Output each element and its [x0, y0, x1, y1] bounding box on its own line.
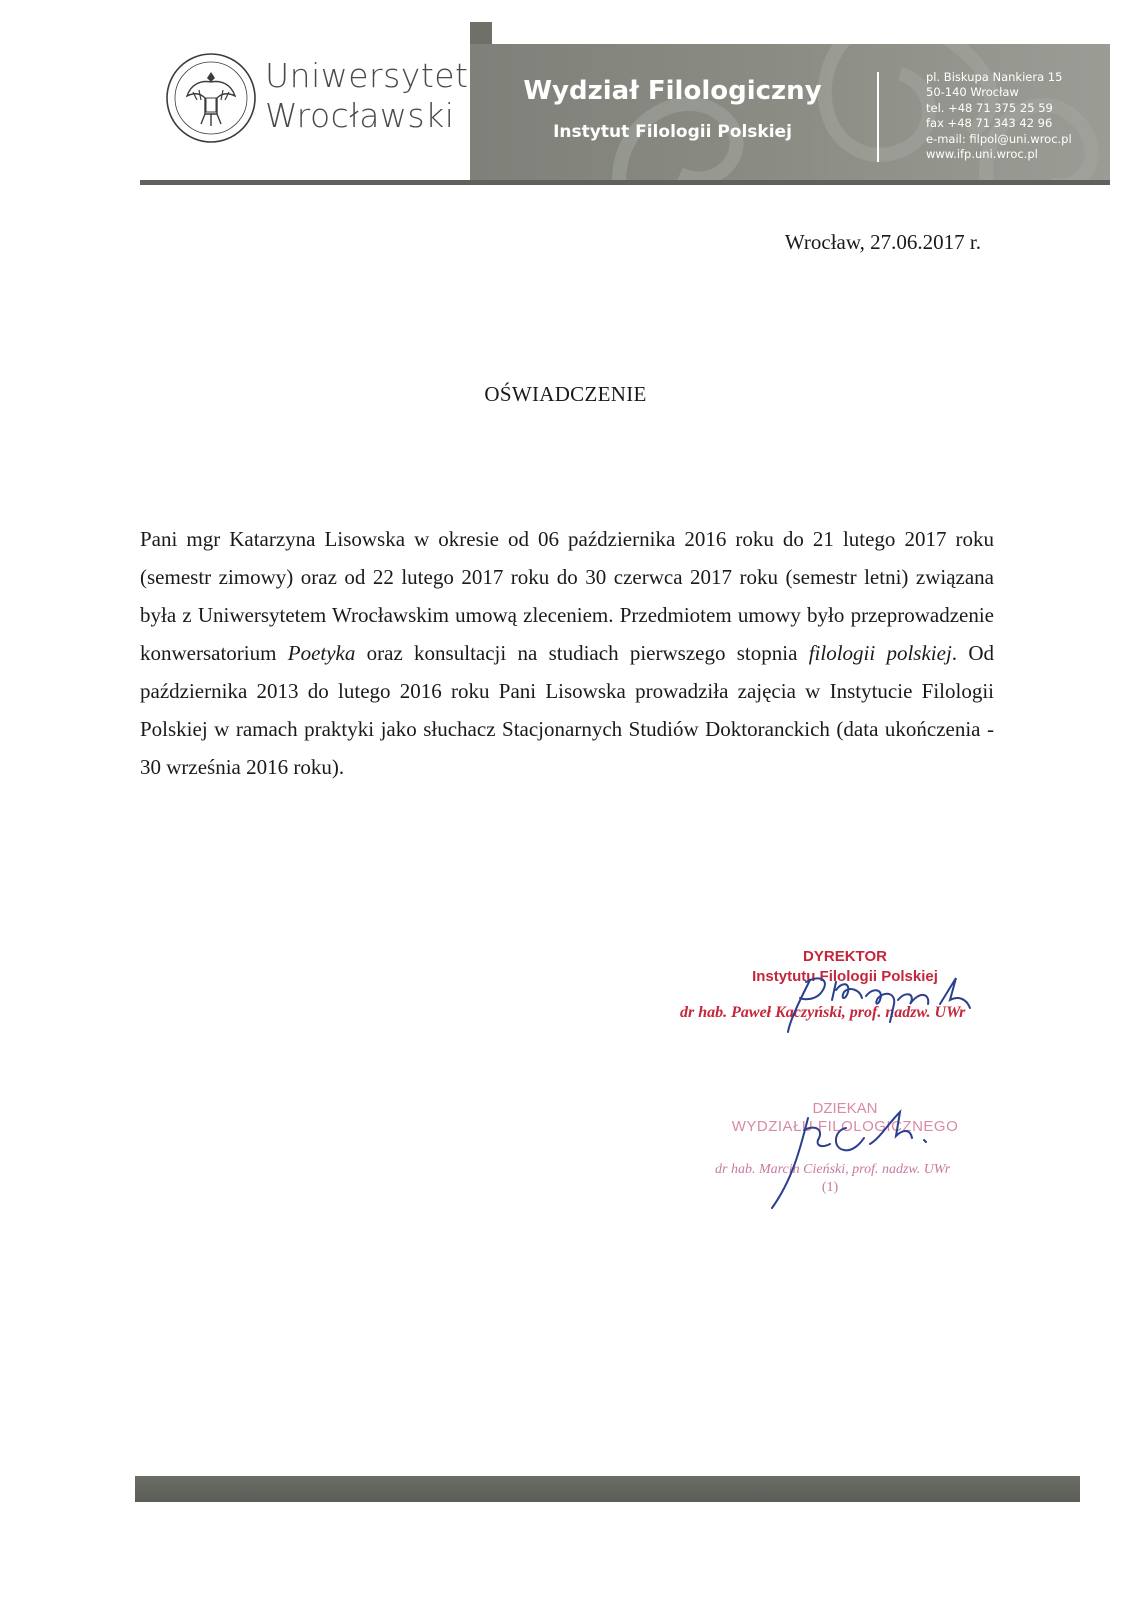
- contact-address-street: pl. Biskupa Nankiera 15: [926, 70, 1063, 84]
- banner-accent: [470, 22, 492, 44]
- director-stamp-role: DYREKTOR: [803, 948, 887, 965]
- director-signature: [770, 960, 990, 1040]
- contact-phone: tel. +48 71 375 25 59: [926, 100, 1053, 115]
- faculty-name: Wydział Filologiczny: [523, 76, 822, 106]
- university-name: [265, 56, 469, 136]
- director-stamp-name: dr hab. Paweł Kaczyński, prof. nadzw. UWr: [680, 1004, 966, 1021]
- institute-name: Instytut Filologii Polskiej: [553, 122, 792, 142]
- faculty-banner: [470, 44, 1110, 185]
- document-date: Wrocław, 27.06.2017 r.: [784, 230, 981, 254]
- dean-stamp-role: DZIEKAN: [812, 1100, 878, 1117]
- university-name-line1: Uniwersytet: [265, 56, 469, 95]
- document-title: OŚWIADCZENIE: [484, 382, 647, 406]
- dean-stamp-unit: WYDZIAŁU FILOLOGICZNEGO: [731, 1118, 959, 1135]
- contact-fax: fax +48 71 343 42 96: [926, 116, 1053, 131]
- director-stamp-unit: Instytutu Filologii Polskiej: [752, 968, 938, 985]
- contact-email: e-mail: filpol@uni.wroc.pl: [926, 131, 1072, 146]
- dean-stamp-number: (1): [821, 1180, 839, 1195]
- university-name-line2: Wrocławski: [265, 96, 455, 135]
- contact-block: [926, 70, 1072, 162]
- footer-rule: [135, 1476, 1080, 1502]
- university-seal-icon: [165, 52, 257, 144]
- university-logo: [165, 52, 469, 144]
- statement-paragraph: [140, 520, 994, 786]
- dean-signature: [760, 1100, 960, 1210]
- paragraph-part-3: . Od października 2013 do lutego 2016 roku Pani Lisowska prowadziła zajęcia w Instytucie Filologii Polskiej w ramach praktyki jako słuchacz Stacjonarnych Studiów Doktoranckich (data ukończenia - 30 września 2016 roku).: [140, 641, 994, 779]
- dean-stamp-name: dr hab. Marcin Cieński, prof. nadzw. UWr: [715, 1162, 951, 1177]
- paragraph-part-2: oraz konsultacji na studiach pierwszego stopnia: [355, 641, 809, 665]
- paragraph-part-1: Pani mgr Katarzyna Lisowska w okresie od 06 października 2016 roku do 21 lutego 2017 roku (semestr zimowy) oraz od 22 lutego 2017 roku do 30 czerwca 2017 roku (semestr letni) związana była z Uniwersytetem Wrocławskim umową zleceniem. Przedmiotem umowy było przeprowadzenie konwersatorium: [140, 527, 994, 665]
- banner-divider: [877, 72, 879, 162]
- contact-address-city: 50-140 Wrocław: [926, 85, 1019, 100]
- course-name: Poetyka: [287, 641, 356, 665]
- field-of-study: filologii polskiej: [808, 641, 952, 665]
- contact-website: www.ifp.uni.wroc.pl: [926, 147, 1038, 162]
- header-rule: [140, 180, 1110, 185]
